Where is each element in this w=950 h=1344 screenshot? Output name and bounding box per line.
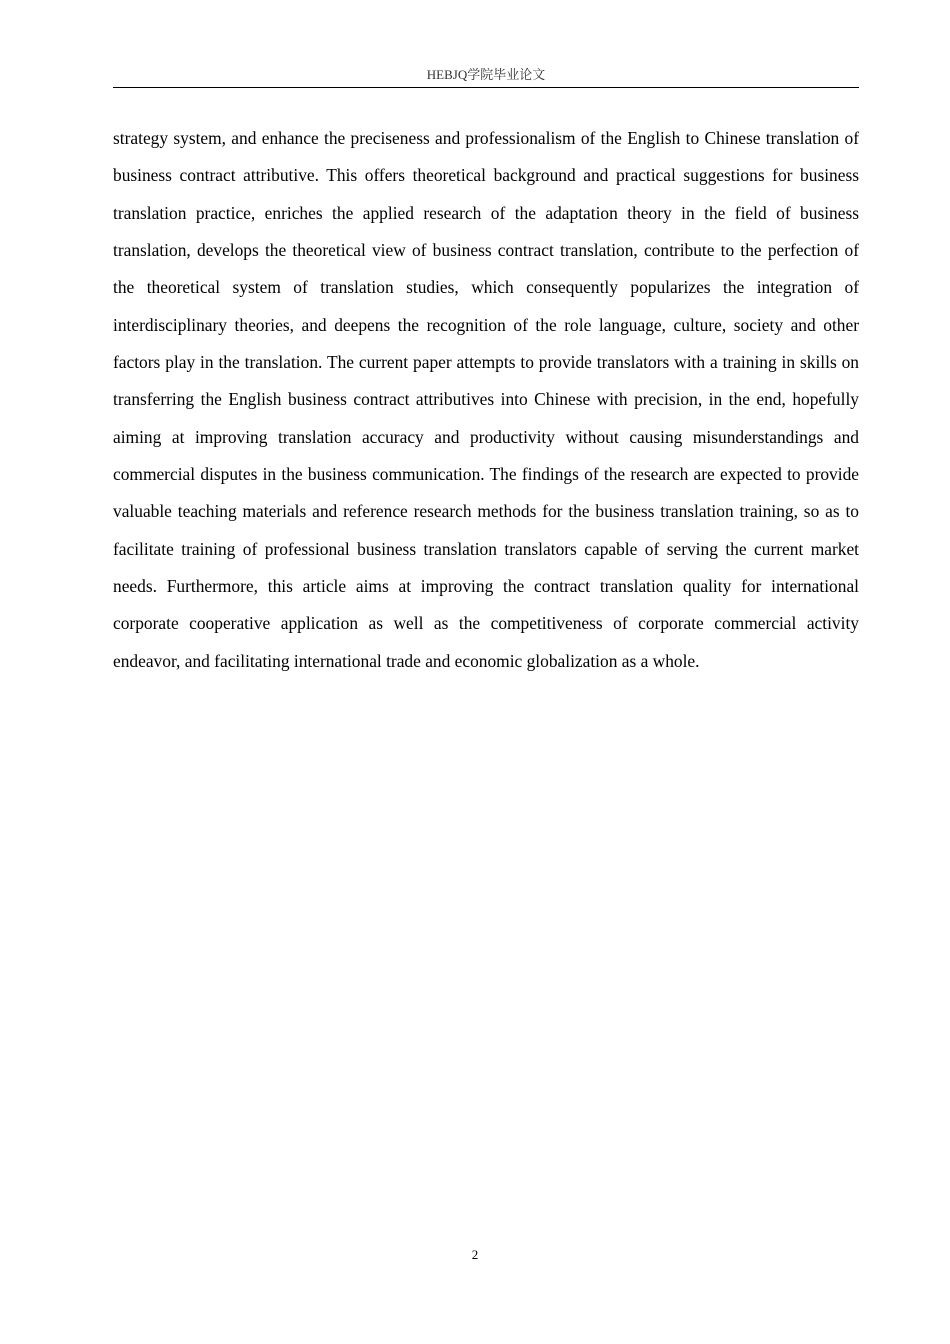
header-divider xyxy=(113,87,859,88)
running-header: HEBJQ学院毕业论文 xyxy=(426,67,546,82)
body-paragraph: strategy system, and enhance the preciseness and professionalism of the English to Chinese translation of business contract attributive. This offers theoretical background and practical suggestions for business translation practice, enriches the applied research of the adaptation theory in the field of business translation, develops the theoretical view of business contract translation, contribute to the perfection of the theoretical system of translation studies, which consequently popularizes the integration of interdisciplinary theories, and deepens the recognition of the role language, culture, society and other factors play in the translation. The current paper attempts to provide translators with a training in skills on transferring the English business contract attributives into Chinese with precision, in the end, hopefully aiming at improving translation accuracy and productivity without causing misunderstandings and commercial disputes in the business communication. The findings of the research are expected to provide valuable teaching materials and reference research methods for the business translation training, so as to facilitate training of professional business translation translators capable of serving the current market needs. Furthermore, this article aims at improving the contract translation quality for international corporate cooperative application as well as the competitiveness of corporate commercial activity endeavor, and facilitating international trade and economic globalization as a whole. xyxy=(113,128,859,671)
page-number: 2 xyxy=(471,1247,479,1262)
